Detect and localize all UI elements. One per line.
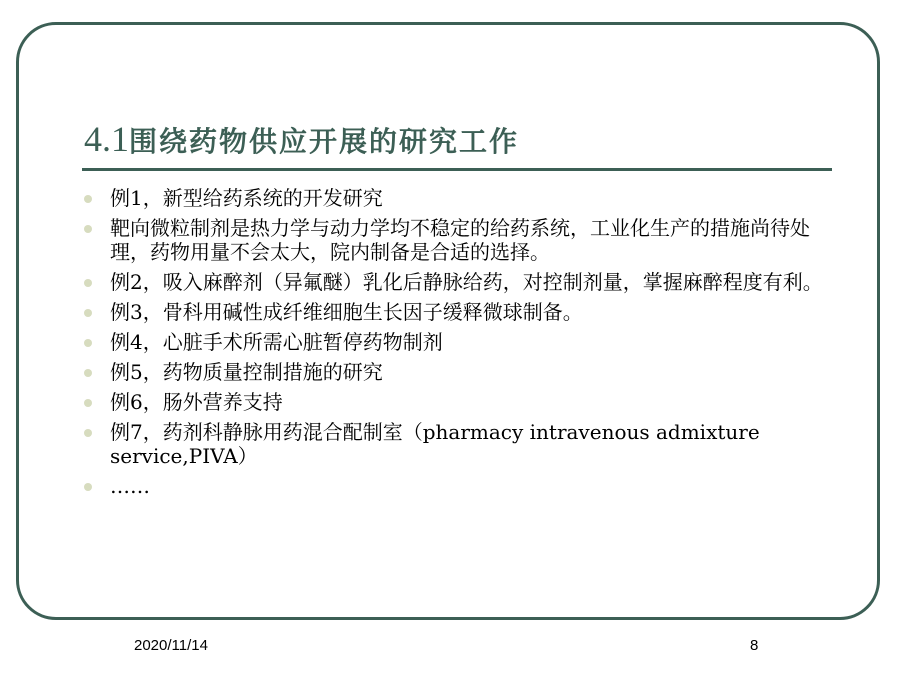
bullet-icon bbox=[84, 369, 92, 377]
bullet-item bbox=[78, 216, 848, 264]
title-text: 围绕药物供应开展的研究工作 bbox=[129, 125, 520, 158]
bullet-text: 例1，新型给药系统的开发研究 bbox=[110, 186, 383, 210]
bullet-icon bbox=[84, 225, 92, 233]
bullet-icon bbox=[84, 309, 92, 317]
bullet-text: 靶向微粒制剂是热力学与动力学均不稳定的给药系统，工业化生产的措施尚待处理，药物用量不会太大，院内制备是合适的选择。 bbox=[110, 216, 810, 264]
bullet-text: 例5，药物质量控制措施的研究 bbox=[110, 360, 383, 384]
bullet-icon bbox=[84, 339, 92, 347]
title-underline bbox=[82, 168, 832, 171]
bullet-icon bbox=[84, 279, 92, 287]
bullet-item bbox=[78, 300, 848, 324]
bullet-icon bbox=[84, 483, 92, 491]
bullet-text: 例6，肠外营养支持 bbox=[110, 390, 283, 414]
bullet-list bbox=[78, 186, 848, 504]
bullet-item bbox=[78, 330, 848, 354]
footer-date: 2020/11/14 bbox=[134, 637, 208, 654]
title-number: 4.1 bbox=[84, 119, 129, 159]
bullet-icon bbox=[84, 429, 92, 437]
bullet-icon bbox=[84, 399, 92, 407]
bullet-icon bbox=[84, 195, 92, 203]
bullet-item bbox=[78, 270, 848, 294]
bullet-item bbox=[78, 474, 848, 498]
bullet-item bbox=[78, 186, 848, 210]
bullet-text: 例3，骨科用碱性成纤维细胞生长因子缓释微球制备。 bbox=[110, 300, 583, 324]
bullet-text: 例4，心脏手术所需心脏暂停药物制剂 bbox=[110, 330, 443, 354]
bullet-item bbox=[78, 390, 848, 414]
page-number: 8 bbox=[750, 637, 759, 654]
bullet-item bbox=[78, 420, 848, 468]
bullet-text: 例2，吸入麻醉剂（异氟醚）乳化后静脉给药，对控制剂量，掌握麻醉程度有利。 bbox=[110, 270, 823, 294]
slide-title bbox=[84, 118, 844, 160]
bullet-item bbox=[78, 360, 848, 384]
bullet-text: 例7，药剂科静脉用药混合配制室（pharmacy intravenous admixture service,PIVA） bbox=[110, 420, 760, 468]
bullet-text: …… bbox=[110, 474, 150, 498]
